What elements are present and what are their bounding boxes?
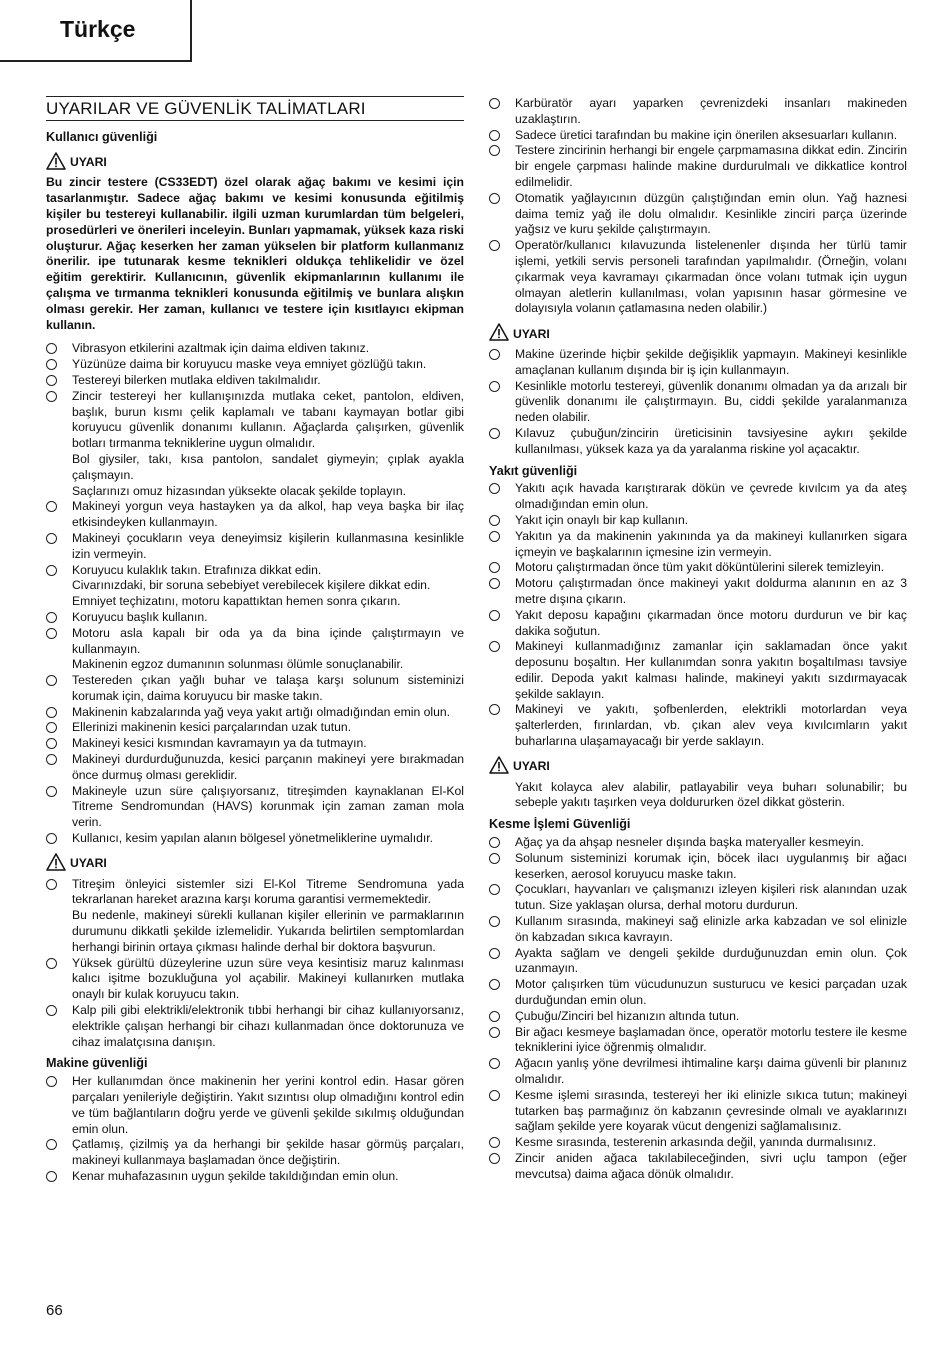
warning-heading	[489, 756, 907, 779]
list-item-text: Makineyle uzun süre çalışıyorsanız, titreşimden kaynaklanan El-Kol Titreme Sendromundan (HAVS) korunmak için zaman zaman mola verin.	[72, 783, 464, 830]
list-item	[46, 389, 464, 500]
list-item-text: Kenar muhafazasının uygun şekilde takıldığından emin olun.	[72, 1169, 399, 1183]
list-item-text: Zincir testereyi her kullanışınızda mutlaka ceket, pantolon, eldiven, başlık, burun kısmı çelik kaplamalı ve tabanı kaymayan botlar gibi koruyucu güvenlik donanımı kullanın. Ağaçlarda çalışırken, güvenlik botları tırmanma tekniklerine uygun olmalıdır.	[72, 388, 464, 451]
list-item	[489, 379, 907, 426]
list-item-text: Yakıt için onaylı bir kap kullanın.	[515, 512, 689, 527]
list-item-text: Motoru çalıştırmadan önce tüm yakıt döküntülerini silerek temizleyin.	[515, 560, 885, 575]
list-item-text: Kalp pili gibi elektrikli/elektronik tıbbi herhangi bir cihaz kullanıyorsanız, elektrikle çalışan herhangi bir cihazı kullanmadan önce doktorunuza ve cihaz imalatçısına danışın.	[72, 1003, 464, 1049]
circle-bullet-icon	[46, 675, 57, 686]
list-item	[46, 784, 464, 831]
circle-bullet-icon	[489, 349, 500, 360]
circle-bullet-icon	[46, 1005, 57, 1016]
circle-bullet-icon	[489, 1027, 500, 1038]
list-item	[489, 513, 907, 529]
warning-triangle-icon	[46, 853, 70, 876]
list-item	[489, 608, 907, 640]
list-item	[46, 341, 464, 357]
circle-bullet-icon	[46, 754, 57, 765]
circle-bullet-icon	[489, 193, 500, 204]
circle-bullet-icon	[46, 722, 57, 733]
circle-bullet-icon	[489, 641, 500, 652]
heading-fuel-safety: Yakıt güvenliği	[489, 463, 578, 478]
warning-label: UYARI	[70, 155, 107, 170]
circle-bullet-icon	[46, 1171, 57, 1182]
circle-bullet-icon	[46, 1139, 57, 1150]
list-item-text: Kılavuz çubuğun/zincirin üreticisinin tavsiyesine aykırı şekilde kullanılması, yüksek kaza ya da yaralanma riskine yol açacaktır.	[515, 425, 907, 456]
circle-bullet-icon	[489, 1058, 500, 1069]
list-item-text: Makineyi çocukların veya deneyimsiz kişilerin kullanmasına kesinlikle izin vermeyin.	[72, 530, 464, 561]
list-item-text: Motor çalışırken tüm vücudunuzun susturucu ve kesici parçadan uzak durduğundan emin olun.	[515, 977, 907, 1008]
list-item-text: Ellerinizi makinenin kesici parçalarından uzak tutun.	[72, 720, 352, 735]
list-item	[489, 1025, 907, 1057]
left-column	[46, 96, 464, 1189]
list-item-continuation: Makinenin egzoz dumanının solunması ölümle sonuçlanabilir.	[72, 657, 404, 672]
language-label: Türkçe	[60, 16, 136, 42]
list-item	[489, 1056, 907, 1088]
list-item	[489, 1009, 907, 1025]
list-item	[46, 610, 464, 626]
list-item	[46, 752, 464, 784]
list-item-text: Ayakta sağlam ve dengeli şekilde durduğunuzdan emin olun. Çok uzanmayın.	[515, 945, 907, 976]
circle-bullet-icon	[489, 578, 500, 589]
list-item-text: Makine üzerinde hiçbir şekilde değişiklik yapmayın. Makineyi kesinlikle amaçlanan kullanım dışında bir iş için kullanmayın.	[515, 346, 907, 377]
list-item	[489, 347, 907, 379]
list-item	[46, 673, 464, 705]
list-item-text: Testereden çıkan yağlı buhar ve talaşa karşı solunum sisteminizi korumak için, daima koruyucu bir maske takın.	[72, 673, 464, 703]
list-item-continuation: Saçlarınızı omuz hizasından yüksekte olacak şekilde toplayın.	[72, 483, 406, 498]
heading-user-safety: Kullanıcı güvenliği	[46, 129, 158, 144]
circle-bullet-icon	[46, 628, 57, 639]
circle-bullet-icon	[489, 240, 500, 251]
machine-safety-list	[46, 1074, 464, 1185]
list-item-text: Motoru çalıştırmadan önce makineyi yakıt doldurma alanının en az 3 metre dışına çıkarın.	[515, 576, 907, 606]
list-item	[489, 835, 907, 851]
warning-heading	[46, 152, 464, 175]
list-item-continuation: Bol giysiler, takı, kısa pantolon, sandalet giymeyin; çıplak ayakla çalışmayın.	[72, 451, 464, 482]
warning-label: UYARI	[70, 856, 107, 871]
list-item-text: Bir ağacı kesmeye başlamadan önce, operatör motorlu testere ile kesme tekniklerini iyice öğrenmiş olmalıdır.	[515, 1024, 907, 1055]
list-item-text: Operatör/kullanıcı kılavuzunda listelenenler dışında her türlü tamir işlemi, yetkili servis personeli tarafından yapılmalıdır. (Örneğin, volanı çıkarmak veya kavramayı çıkarmadan önce volanı tutmak için uygun olmayan aletlerin kullanılması, volan yapısının hasar görmesine ve dolayısıyla volanın çatlamasına neden olabilir.)	[515, 238, 907, 316]
list-item-text: Yakıtın ya da makinenin yakınında ya da makineyi kullanırken sigara içmeyin ve başkalarının içmesine izin vermeyin.	[515, 528, 907, 559]
list-item-text: Çubuğu/Zinciri bel hizanızın altında tutun.	[515, 1008, 740, 1023]
right-column	[489, 96, 907, 1187]
list-item-text: Yakıtı açık havada karıştırarak dökün ve çevrede kıvılcım ya da ateş olmadığından emin olun.	[515, 481, 907, 512]
list-item-text: Testere zincirinin herhangi bir engele çarpmamasına dikkat edin. Zincirin bir engele çarpması halinde makine durdurulmalı ve dikkatlice kontrol edilmelidir.	[515, 143, 907, 189]
list-item-text: Makineyi kesici kısmından kavramayın ya da tutmayın.	[72, 736, 367, 751]
user-safety-warning-text: Bu zincir testere (CS33EDT) özel olarak ağaç bakımı ve kesimi için tasarlanmıştır. Sadece ağaç bakımı ve kesimi konusunda eğitilmiş kişiler bu testereyi kullanabilir. ilgili uzman kurumlardan tüm belgeleri, prosedürleri ve önerileri inceleyin. Bunları yapmamak, yüksek kaza riski oluşturur. Ağaç keserken her zaman yükselen bir platform kullanmanız önerilir. ipe tutunarak kesme teknikleri oldukça tehlikelidir ve özel eğitim gerektirir. Kullanıcının, güvenlik ekipmanlarının kullanımı ile çalışma ve tırmanma teknikleri konusunda eğitilmiş ve bunlara alışkın olması gerekir. Her zaman, kullanıcı ve testere için kısıtlayıcı ekipman kullanın.	[46, 175, 464, 332]
list-item-text: Makineyi ve yakıtı, şofbenlerden, elektrikli motorlardan veya şalterlerden, fırınlardan, vb. çıkan alev veya kıvılcımların yakıt buharlarına ulaşamayacağı bir yerde saklayın.	[515, 702, 907, 749]
list-item	[489, 128, 907, 144]
list-item-text: Koruyucu kulaklık takın. Etrafınıza dikkat edin.	[72, 562, 322, 577]
fuel-warning-text: Yakıt kolayca alev alabilir, patlayabilir veya buharı solunabilir; bu sebeple yakıtı taşırken veya doldururken özel dikkat gösterin.	[515, 779, 907, 810]
section-title: UYARILAR VE GÜVENLİK TALİMATLARI	[46, 96, 464, 121]
list-item-text: Otomatik yağlayıcının düzgün çalıştığından emin olun. Yağ haznesi daima temiz yağ ile dolu olmalıdır. Kesinlikle zinciri parça üzerinde yağsız ve kuru şekilde çalıştırmayın.	[515, 190, 907, 237]
list-item-text: Kesme sırasında, testerenin arkasında değil, yanında durmalısınız.	[515, 1135, 877, 1150]
circle-bullet-icon	[46, 375, 57, 386]
circle-bullet-icon	[489, 610, 500, 621]
list-item-text: Koruyucu başlık kullanın.	[72, 609, 208, 624]
circle-bullet-icon	[46, 391, 57, 402]
cutting-safety-list	[489, 835, 907, 1183]
list-item	[46, 1169, 464, 1185]
circle-bullet-icon	[489, 837, 500, 848]
list-item	[489, 560, 907, 576]
circle-bullet-icon	[489, 884, 500, 895]
list-item-continuation: Civarınızdaki, bir soruna sebebiyet verebilecek kişilere dikkat edin.	[72, 578, 431, 593]
list-item-text: Kullanıcı, kesim yapılan alanın bölgesel yönetmeliklerine uymalıdır.	[72, 831, 434, 846]
list-item	[489, 426, 907, 458]
circle-bullet-icon	[489, 428, 500, 439]
list-item	[489, 576, 907, 608]
list-item	[46, 831, 464, 847]
list-item-text: Motoru asla kapalı bir oda ya da bina içinde çalıştırmayın ve kullanmayın.	[72, 625, 464, 656]
list-item-text: Solunum sisteminizi korumak için, böcek ilacı uygulanmış bir ağacı keserken, aerosol koruyucu maske takın.	[515, 850, 907, 881]
list-item	[46, 1137, 464, 1169]
circle-bullet-icon	[46, 565, 57, 576]
list-item	[489, 481, 907, 513]
circle-bullet-icon	[46, 738, 57, 749]
circle-bullet-icon	[46, 958, 57, 969]
list-item-text: Yüksek gürültü düzeylerine uzun süre veya kesintisiz maruz kalınması kalıcı işitme bozukluğuna yol açabilir. Makineyi kullanırken mutlaka onaylı bir kulak koruyucu takın.	[72, 955, 464, 1002]
circle-bullet-icon	[489, 483, 500, 494]
warning-heading	[46, 853, 464, 876]
fuel-safety-list	[489, 481, 907, 750]
user-safety-list	[46, 341, 464, 847]
list-item	[489, 1088, 907, 1135]
list-item-text: Kesinlikle motorlu testereyi, güvenlik donanımı olmadan ya da arızalı bir güvenlik donanımı ile çalıştırmayın. Bu, ciddi şekilde yaralanmanıza neden olabilir.	[515, 378, 907, 425]
list-item	[46, 563, 464, 610]
list-item-text: Her kullanımdan önce makinenin her yerini kontrol edin. Hasar gören parçaları yenileriyle değiştirin. Yakıt sızıntısı olup olmadığını kontrol edin ve tüm bağlantıların doğru yerde ve güvenli şekilde sıkılmış olduğundan emin olun.	[72, 1074, 464, 1136]
warning-heading	[489, 323, 907, 346]
list-item-continuation: Bu nedenle, makineyi sürekli kullanan kişiler ellerinin ve parmaklarının durumunu dikkatli şekilde izlemelidir. Yukarıda belirtilen semptomlardan herhangi birinin ortaya çıkması halinde derhal bir doktora başvurun.	[72, 908, 464, 954]
circle-bullet-icon	[489, 381, 500, 392]
circle-bullet-icon	[46, 786, 57, 797]
machine-warning-list	[489, 347, 907, 458]
list-item-text: Sadece üretici tarafından bu makine için önerilen aksesuarları kullanın.	[515, 127, 898, 142]
list-item	[489, 914, 907, 946]
heading-machine-safety: Makine güvenliği	[46, 1056, 148, 1071]
list-item	[489, 851, 907, 883]
circle-bullet-icon	[46, 359, 57, 370]
list-item-text: Ağacın yanlış yöne devrilmesi ihtimaline karşı daima güvenli bir planınız olmalıdır.	[515, 1056, 907, 1087]
circle-bullet-icon	[489, 145, 500, 156]
circle-bullet-icon	[489, 979, 500, 990]
circle-bullet-icon	[46, 1076, 57, 1087]
list-item	[46, 705, 464, 721]
list-item	[46, 720, 464, 736]
list-item	[46, 531, 464, 563]
list-item-text: Çatlamış, çizilmiş ya da herhangi bir şekilde hasar görmüş parçaları, makineyi kullanmaya başlamadan önce değiştirin.	[72, 1137, 464, 1168]
circle-bullet-icon	[46, 707, 57, 718]
list-item	[489, 882, 907, 914]
vibration-warning-list	[46, 877, 464, 1051]
list-item	[489, 946, 907, 978]
circle-bullet-icon	[489, 130, 500, 141]
warning-label: UYARI	[513, 759, 550, 774]
list-item-text: Kesme işlemi sırasında, testereyi her iki elinizle sıkıca tutun; makineyi tutarken baş parmağınız ön kabzanın çevresinde olmalı ve ayaklarınızı sağlam şekilde yere koyarak vücut dengenizi sağlamalısınız.	[515, 1087, 907, 1134]
list-item-text: Karbüratör ayarı yaparken çevrenizdeki insanları makineden uzaklaştırın.	[515, 96, 907, 126]
list-item-text: Makineyi kullanmadığınız zamanlar için saklamadan önce yakıt deposunu boşaltın. Her kullanımdan sonra yakıtın boşaltılması tavsiye edilir. Depoda yakıt kalması halinde, makineyi yakıtı sızdırmayacak şekilde saklayın.	[515, 639, 907, 701]
list-item	[489, 238, 907, 317]
list-item-text: Titreşim önleyici sistemler sizi El-Kol Titreme Sendromuna yada tekrarlanan hareket arazına karşı koruma garantisi vermemektedir.	[72, 876, 464, 907]
list-item	[46, 499, 464, 531]
list-item	[46, 956, 464, 1003]
list-item-text: Zincir aniden ağaca takılabileceğinden, sivri uçlu tampon (eğer mevcutsa) daima ağaca dönük olmalıdır.	[515, 1151, 907, 1181]
circle-bullet-icon	[489, 1137, 500, 1148]
list-item-text: Makineyi yorgun veya hastayken ya da alkol, hap veya başka bir ilaç etkisindeyken kullanmayın.	[72, 499, 464, 530]
circle-bullet-icon	[46, 879, 57, 890]
list-item	[489, 529, 907, 561]
circle-bullet-icon	[46, 343, 57, 354]
list-item	[46, 1074, 464, 1137]
warning-triangle-icon	[46, 152, 70, 175]
circle-bullet-icon	[489, 1153, 500, 1164]
circle-bullet-icon	[489, 916, 500, 927]
page-number: 66	[46, 1302, 63, 1319]
circle-bullet-icon	[489, 562, 500, 573]
warning-triangle-icon	[489, 756, 513, 779]
machine-safety-list-continued	[489, 96, 907, 317]
list-item-text: Makinenin kabzalarında yağ veya yakıt artığı olmadığından emin olun.	[72, 704, 451, 719]
list-item-text: Vibrasyon etkilerini azaltmak için daima eldiven takınız.	[72, 341, 370, 356]
circle-bullet-icon	[46, 833, 57, 844]
list-item	[489, 1151, 907, 1183]
list-item	[46, 736, 464, 752]
language-tab	[0, 0, 192, 62]
warning-triangle-icon	[489, 323, 513, 346]
circle-bullet-icon	[489, 515, 500, 526]
list-item	[46, 1003, 464, 1050]
list-item	[489, 143, 907, 190]
list-item	[489, 977, 907, 1009]
list-item	[46, 626, 464, 673]
circle-bullet-icon	[489, 948, 500, 959]
list-item-text: Yakıt deposu kapağını çıkarmadan önce motoru durdurun ve bir kaç dakika soğutun.	[515, 607, 907, 638]
circle-bullet-icon	[46, 501, 57, 512]
list-item-text: Testereyi bilerken mutlaka eldiven takılmalıdır.	[72, 372, 321, 387]
circle-bullet-icon	[489, 1090, 500, 1101]
circle-bullet-icon	[489, 853, 500, 864]
list-item	[46, 373, 464, 389]
list-item-text: Makineyi durdurduğunuzda, kesici parçanın makineyi yere bırakmadan önce durmuş olması gereklidir.	[72, 752, 464, 782]
list-item	[489, 191, 907, 238]
list-item-continuation: Emniyet teçhizatını, motoru kapattıktan hemen sonra çıkarın.	[72, 594, 401, 609]
list-item-text: Yüzünüze daima bir koruyucu maske veya emniyet gözlüğü takın.	[72, 357, 427, 372]
circle-bullet-icon	[489, 531, 500, 542]
list-item	[489, 1135, 907, 1151]
list-item-text: Çocukları, hayvanları ve çalışmanızı izleyen kişileri risk alanından uzak tutun. Size yaklaşan olursa, derhal motoru durdurun.	[515, 882, 907, 913]
circle-bullet-icon	[489, 704, 500, 715]
list-item	[46, 357, 464, 373]
list-item-text: Kullanım sırasında, makineyi sağ elinizle arka kabzadan ve sol elinizle ön kabzadan sıkıca kavrayın.	[515, 914, 907, 944]
circle-bullet-icon	[489, 98, 500, 109]
circle-bullet-icon	[489, 1011, 500, 1022]
list-item	[489, 702, 907, 749]
warning-label: UYARI	[513, 326, 550, 341]
list-item-text: Ağaç ya da ahşap nesneler dışında başka materyaller kesmeyin.	[515, 835, 864, 850]
list-item	[46, 877, 464, 956]
circle-bullet-icon	[46, 533, 57, 544]
list-item	[489, 96, 907, 128]
circle-bullet-icon	[46, 612, 57, 623]
list-item	[489, 639, 907, 702]
heading-cutting-safety: Kesme İşlemi Güvenliği	[489, 817, 631, 832]
